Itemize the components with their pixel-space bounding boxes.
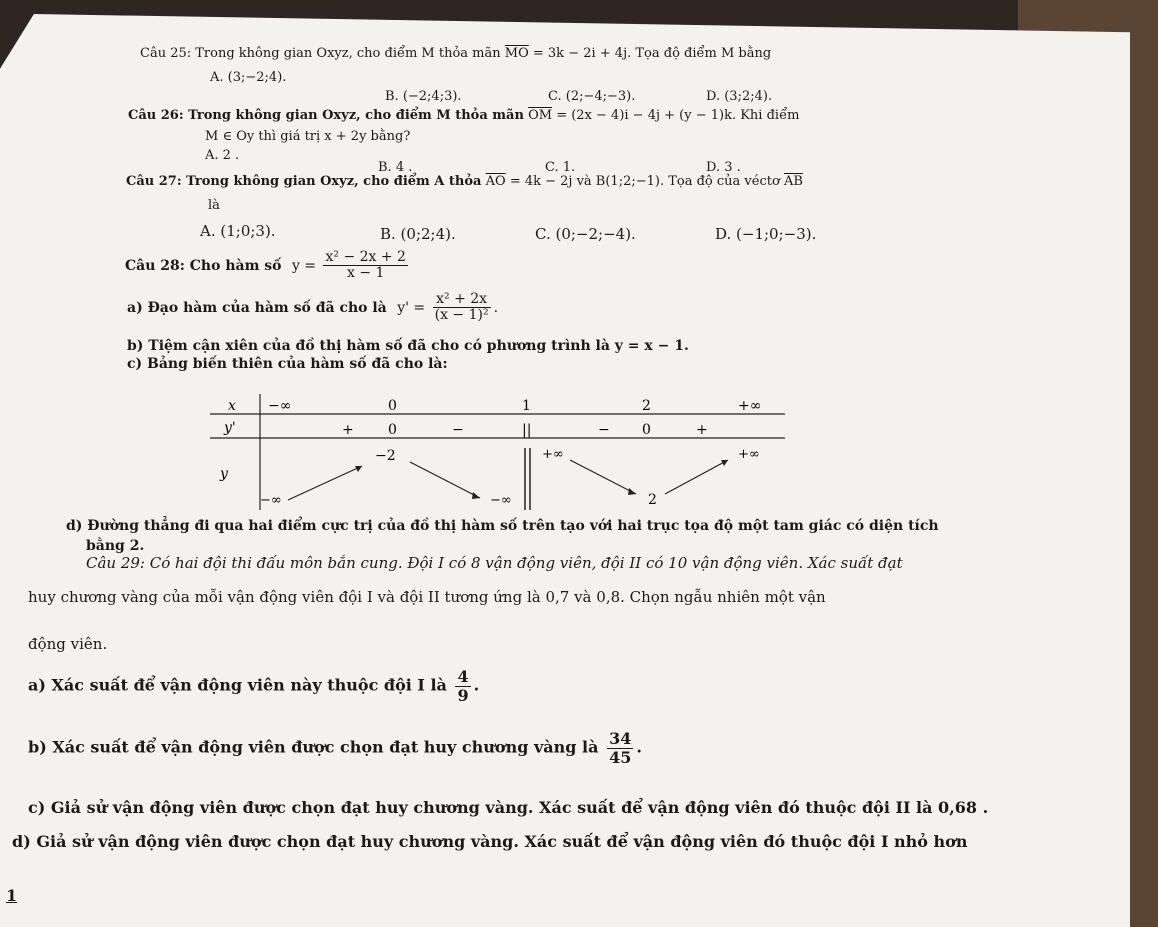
yp-sign-4: || bbox=[522, 422, 532, 438]
yp-sign-3: − bbox=[452, 422, 464, 438]
q26-stem: Câu 26: Trong không gian Oxyz, cho điểm M thỏa mãn $\overline{OM} = (2x - 4)i - 4j + (y - 1)k$. Khi điểm bbox=[128, 108, 800, 123]
q28-part-b: b) Tiệm cận xiên của đồ thị hàm số đã cho có phương trình là y = x − 1. bbox=[127, 338, 689, 354]
q29-part-a: a) Xác suất để vận động viên này thuộc đội I là $\frac{4}{9}$ . bbox=[28, 667, 480, 705]
y-val-2: −2 bbox=[375, 448, 396, 464]
q28-part-d-line1: d) Đường thẳng đi qua hai điểm cực trị của đồ thị hàm số trên tạo với hai trục tọa độ một tam giác có diện tích bbox=[66, 518, 939, 534]
q28-stem: Câu 28: Cho hàm số y = $\frac{\text{x² − 2x + 2}}{x - 1}$ bbox=[125, 249, 406, 282]
q29-a-fraction: $\frac{4}{9}$ bbox=[457, 667, 469, 705]
q27-la: là bbox=[208, 198, 220, 213]
x-label: x bbox=[228, 398, 236, 414]
arrow-down-2 bbox=[570, 460, 636, 494]
q26-vector: $\overline{OM}$ bbox=[528, 108, 553, 123]
q25-option-c: C. (2;−4;−3). bbox=[548, 89, 636, 104]
q27-option-b: B. (0;2;4). bbox=[380, 225, 456, 243]
q26-line2: M ∈ Oy thì giá trị x + 2y bằng? bbox=[205, 129, 411, 144]
variation-table-svg bbox=[210, 392, 790, 512]
variation-table bbox=[210, 392, 790, 512]
y-val-1: −∞ bbox=[260, 493, 282, 508]
yp-sign-6: 0 bbox=[642, 422, 651, 438]
q25-option-a: A. (3;−2;4). bbox=[210, 70, 287, 85]
yp-sign-2: 0 bbox=[388, 422, 397, 438]
q26-option-c: C. 1. bbox=[545, 160, 576, 175]
yp-sign-5: − bbox=[598, 422, 610, 438]
q27-vector: $\overline{AO}$ bbox=[485, 174, 506, 189]
q27-option-d: D. (−1;0;−3). bbox=[715, 225, 817, 243]
q26-option-b: B. 4 . bbox=[378, 160, 413, 175]
q29-line3: động viên. bbox=[28, 635, 108, 653]
x-val-1: −∞ bbox=[268, 398, 292, 414]
q29-stem: Câu 29: Có hai đội thi đấu môn bắn cung. Đội I có 8 vận động viên, đội II có 10 vận động viên. Xác suất đạt bbox=[86, 554, 903, 572]
q29-part-c: c) Giả sử vận động viên được chọn đạt huy chương vàng. Xác suất để vận động viên đó thuộc đội II là 0,68 . bbox=[28, 798, 989, 817]
x-val-5: +∞ bbox=[738, 398, 762, 414]
y-val-3: −∞ bbox=[490, 493, 512, 508]
q29-part-b: b) Xác suất để vận động viên được chọn đạt huy chương vàng là $\frac{34}{45}$ . bbox=[28, 729, 642, 767]
q29-part-d: d) Giả sử vận động viên được chọn đạt huy chương vàng. Xác suất để vận động viên đó thuộc đội I nhỏ hơn bbox=[12, 832, 968, 851]
q26-option-a: A. 2 . bbox=[205, 148, 240, 163]
q28-part-c: c) Bảng biến thiên của hàm số đã cho là: bbox=[127, 356, 448, 372]
y-val-6: +∞ bbox=[738, 447, 760, 462]
x-val-3: 1 bbox=[522, 398, 531, 414]
y-label: y bbox=[220, 466, 228, 482]
q28-derivative-fraction: $\frac{\text{x² + 2x}}{\text{(x − 1)²}}$ bbox=[434, 291, 489, 324]
yp-label: y' bbox=[224, 420, 236, 436]
y-val-4: +∞ bbox=[542, 447, 564, 462]
q25-option-d: D. (3;2;4). bbox=[706, 89, 773, 104]
q25-option-b: B. (−2;4;3). bbox=[385, 89, 462, 104]
q27-stem: Câu 27: Trong không gian Oxyz, cho điểm A thỏa $\overline{AO} = 4k - 2j$ và B(1;2;−1). Tọa độ của véctơ $\overline{AB}$ bbox=[126, 174, 803, 189]
x-val-4: 2 bbox=[642, 398, 651, 414]
q26-option-d: D. 3 . bbox=[706, 160, 741, 175]
q25-vector: $\overline{MO}$ bbox=[504, 46, 529, 61]
q25-stem: Câu 25: Trong không gian Oxyz, cho điểm M thỏa mãn $\overline{MO} = 3k - 2i + 4j$. Tọa độ điểm M bằng bbox=[140, 46, 772, 61]
q28-part-d-line2: bằng 2. bbox=[86, 538, 145, 554]
y-val-5: 2 bbox=[648, 492, 657, 508]
arrow-down-1 bbox=[410, 462, 480, 498]
yp-sign-1: + bbox=[342, 422, 354, 438]
yp-sign-7: + bbox=[696, 422, 708, 438]
q27-option-a: A. (1;0;3). bbox=[200, 222, 276, 240]
arrow-up-1 bbox=[288, 466, 362, 500]
q29-line2: huy chương vàng của mỗi vận động viên đội I và đội II tương ứng là 0,7 và 0,8. Chọn ngẫu nhiên một vận bbox=[28, 588, 826, 606]
q28-function-fraction: $\frac{\text{x² − 2x + 2}}{x - 1}$ bbox=[325, 249, 406, 282]
arrow-up-2 bbox=[665, 460, 728, 494]
arrowhead-down-2 bbox=[628, 488, 636, 495]
q29-part-d-tail: 1 bbox=[6, 886, 18, 905]
arrowhead-down-1 bbox=[472, 492, 480, 499]
q29-b-fraction: $\frac{34}{45}$ bbox=[609, 729, 632, 767]
x-val-2: 0 bbox=[388, 398, 397, 414]
q27-option-c: C. (0;−2;−4). bbox=[535, 225, 636, 243]
q28-part-a: a) Đạo hàm của hàm số đã cho là y' = $\frac{\text{x² + 2x}}{\text{(x − 1)²}}$ . bbox=[127, 291, 499, 324]
q27-vector-ab: $\overline{AB}$ bbox=[783, 174, 803, 189]
